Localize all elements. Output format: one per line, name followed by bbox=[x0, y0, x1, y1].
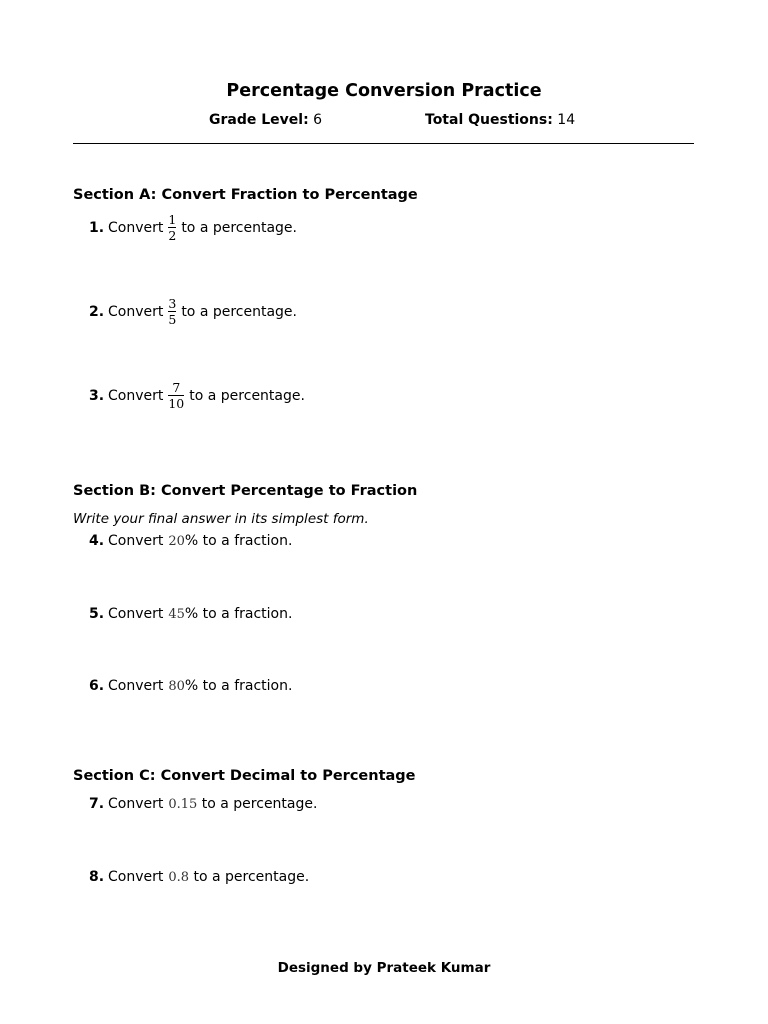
question-suffix: % to a fraction. bbox=[184, 533, 293, 549]
section-b-instruction: Write your final answer in its simplest form. bbox=[73, 511, 369, 527]
total-questions-value: 14 bbox=[557, 112, 576, 128]
question-verb: Convert bbox=[108, 606, 164, 622]
question-number: 1. bbox=[89, 219, 105, 236]
fraction bbox=[168, 297, 176, 326]
math-value: 20 bbox=[168, 533, 185, 549]
question-number: 6. bbox=[89, 678, 105, 694]
section-b-title: Section B: Convert Percentage to Fraction bbox=[73, 483, 418, 499]
question-5 bbox=[89, 606, 292, 622]
section-a-title: Section A: Convert Fraction to Percentage bbox=[73, 187, 418, 203]
grade-level-value: 6 bbox=[313, 112, 323, 128]
question-verb: Convert bbox=[108, 533, 164, 549]
question-suffix: to a percentage. bbox=[197, 796, 318, 812]
section-c-title: Section C: Convert Decimal to Percentage bbox=[73, 768, 416, 784]
math-value: 0.8 bbox=[168, 869, 190, 885]
numerator: 1 bbox=[168, 212, 177, 227]
question-number: 8. bbox=[89, 869, 105, 885]
question-number: 3. bbox=[89, 387, 105, 404]
total-questions-label: Total Questions: bbox=[425, 112, 553, 128]
question-verb: Convert bbox=[108, 387, 164, 404]
question-verb: Convert bbox=[108, 869, 164, 885]
denominator: 10 bbox=[168, 396, 185, 411]
question-suffix: to a percentage. bbox=[181, 219, 297, 236]
question-3 bbox=[89, 381, 305, 410]
question-7 bbox=[89, 796, 317, 812]
grade-level-label: Grade Level: bbox=[209, 112, 309, 128]
question-verb: Convert bbox=[108, 678, 164, 694]
question-suffix: to a percentage. bbox=[189, 387, 305, 404]
total-questions bbox=[425, 112, 575, 128]
question-4 bbox=[89, 533, 292, 549]
fraction bbox=[168, 381, 184, 410]
denominator: 2 bbox=[168, 228, 177, 243]
question-suffix: to a percentage. bbox=[181, 303, 297, 320]
question-verb: Convert bbox=[108, 219, 164, 236]
header-divider bbox=[73, 143, 694, 144]
math-value: 0.15 bbox=[168, 796, 198, 812]
fraction bbox=[168, 213, 176, 242]
question-1 bbox=[89, 213, 297, 242]
numerator: 7 bbox=[172, 380, 181, 395]
question-number: 7. bbox=[89, 796, 105, 812]
math-value: 45 bbox=[168, 606, 185, 622]
question-verb: Convert bbox=[108, 796, 164, 812]
math-value: 80 bbox=[168, 678, 185, 694]
question-suffix: % to a fraction. bbox=[184, 606, 293, 622]
question-number: 4. bbox=[89, 533, 105, 549]
question-suffix: to a percentage. bbox=[189, 869, 310, 885]
grade-level bbox=[209, 112, 322, 128]
question-8 bbox=[89, 869, 309, 885]
question-number: 5. bbox=[89, 606, 105, 622]
question-verb: Convert bbox=[108, 303, 164, 320]
numerator: 3 bbox=[168, 296, 177, 311]
question-number: 2. bbox=[89, 303, 105, 320]
question-6 bbox=[89, 678, 292, 694]
page-title: Percentage Conversion Practice bbox=[226, 81, 542, 101]
denominator: 5 bbox=[168, 312, 177, 327]
question-suffix: % to a fraction. bbox=[184, 678, 293, 694]
question-2 bbox=[89, 297, 297, 326]
footer-credit: Designed by Prateek Kumar bbox=[277, 960, 491, 976]
